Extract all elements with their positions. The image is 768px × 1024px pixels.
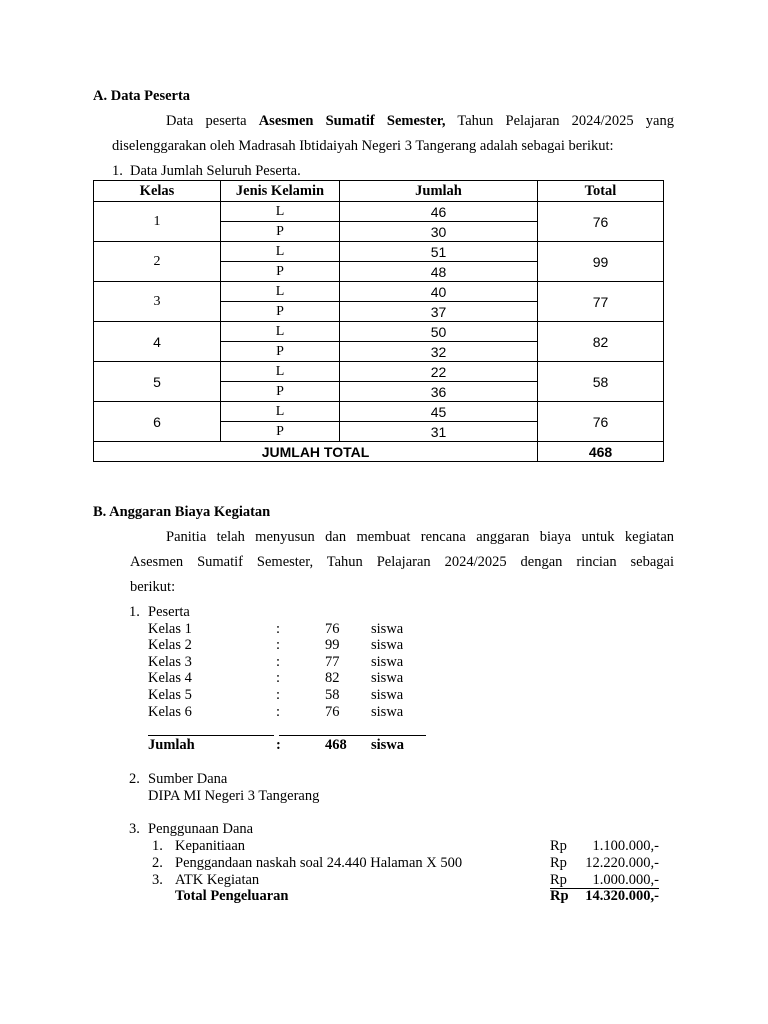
item-amount: 12.220.000,- <box>585 855 659 871</box>
gender-cell: P <box>221 382 340 402</box>
table-header-row <box>94 181 664 202</box>
column-header: Jenis Kelamin <box>221 181 340 202</box>
colon: : <box>276 621 281 637</box>
item-number: 2. <box>152 855 163 871</box>
item-number: 1. <box>152 838 163 854</box>
item-amount: 1.000.000,- <box>592 872 659 888</box>
kelas-cell: 3 <box>94 282 221 322</box>
peserta-value: 58 <box>325 687 340 703</box>
gender-cell: L <box>221 362 340 382</box>
peserta-title: Peserta <box>148 604 190 620</box>
gender-cell: P <box>221 302 340 322</box>
gender-cell: P <box>221 262 340 282</box>
peserta-label: Kelas 3 <box>148 654 192 670</box>
kelas-cell: 6 <box>94 402 221 442</box>
colon: : <box>276 670 281 686</box>
grand-total: 468 <box>538 442 664 462</box>
peserta-label: Kelas 4 <box>148 670 192 686</box>
peserta-label: Kelas 2 <box>148 637 192 653</box>
total-label: JUMLAH TOTAL <box>94 442 538 462</box>
table-row <box>94 362 664 382</box>
gender-cell: L <box>221 242 340 262</box>
count-cell: 51 <box>340 242 538 262</box>
count-cell: 46 <box>340 202 538 222</box>
kelas-cell: 4 <box>94 322 221 362</box>
colon: : <box>276 654 281 670</box>
kelas-cell: 5 <box>94 362 221 402</box>
paragraph-line: Asesmen Sumatif Semester, Tahun Pelajaran 2024/2025 dengan rincian sebagai <box>130 554 674 570</box>
paragraph-line: diselenggarakan oleh Madrasah Ibtidaiyah Negeri 3 Tangerang adalah sebagai berikut: <box>112 138 614 154</box>
table-row <box>94 202 664 222</box>
peserta-value: 77 <box>325 654 340 670</box>
count-cell: 22 <box>340 362 538 382</box>
peserta-value: 76 <box>325 704 340 720</box>
total-cell: 82 <box>538 322 664 362</box>
count-cell: 37 <box>340 302 538 322</box>
count-cell: 45 <box>340 402 538 422</box>
count-cell: 31 <box>340 422 538 442</box>
peserta-label: Kelas 6 <box>148 704 192 720</box>
count-cell: 40 <box>340 282 538 302</box>
peserta-label: Kelas 1 <box>148 621 192 637</box>
list-number: 1. <box>129 604 140 620</box>
list-label: Data Jumlah Seluruh Peserta. <box>130 163 301 179</box>
item-label: Penggandaan naskah soal 24.440 Halaman X 500 <box>175 855 463 871</box>
peserta-unit: siswa <box>371 637 404 653</box>
sum-rule <box>279 735 426 736</box>
total-cell: 76 <box>538 202 664 242</box>
table-total-row <box>94 442 664 462</box>
table-row <box>94 282 664 302</box>
item-label: ATK Kegiatan <box>175 872 260 888</box>
section-b-paragraph <box>130 525 674 600</box>
peserta-value: 82 <box>325 670 340 686</box>
table-row <box>94 322 664 342</box>
section-b-heading: B. Anggaran Biaya Kegiatan <box>93 504 271 520</box>
total-cell: 77 <box>538 282 664 322</box>
gender-cell: P <box>221 222 340 242</box>
jumlah-value: 468 <box>325 737 347 753</box>
column-header: Kelas <box>94 181 221 202</box>
colon: : <box>276 687 281 703</box>
total-cell: 99 <box>538 242 664 282</box>
peserta-unit: siswa <box>371 654 404 670</box>
peserta-label: Kelas 5 <box>148 687 192 703</box>
currency: Rp <box>550 872 567 888</box>
paragraph-line: berikut: <box>130 579 176 595</box>
participant-table <box>93 180 664 462</box>
list-number: 3. <box>129 821 140 837</box>
item-label: Kepanitiaan <box>175 838 246 854</box>
count-cell: 48 <box>340 262 538 282</box>
peserta-value: 76 <box>325 621 340 637</box>
currency: Rp <box>550 838 567 854</box>
gender-cell: P <box>221 342 340 362</box>
peserta-unit: siswa <box>371 621 404 637</box>
currency: Rp <box>550 888 569 904</box>
item-amount: 1.100.000,- <box>592 838 659 854</box>
colon: : <box>276 637 281 653</box>
section-a-paragraph <box>130 109 674 134</box>
colon: : <box>276 737 281 753</box>
total-label: Total Pengeluaran <box>175 888 289 904</box>
colon: : <box>276 704 281 720</box>
list-number: 1. <box>112 163 123 179</box>
currency: Rp <box>550 855 567 871</box>
sumber-title: Sumber Dana <box>148 771 228 787</box>
column-header: Total <box>538 181 664 202</box>
column-header: Jumlah <box>340 181 538 202</box>
count-cell: 32 <box>340 342 538 362</box>
section-a-heading: A. Data Peserta <box>93 88 191 104</box>
list-number: 2. <box>129 771 140 787</box>
sumber-value: DIPA MI Negeri 3 Tangerang <box>148 788 320 804</box>
peserta-unit: siswa <box>371 670 404 686</box>
total-cell: 76 <box>538 402 664 442</box>
gender-cell: L <box>221 282 340 302</box>
count-cell: 30 <box>340 222 538 242</box>
kelas-cell: 2 <box>94 242 221 282</box>
gender-cell: L <box>221 322 340 342</box>
peserta-unit: siswa <box>371 704 404 720</box>
sum-rule <box>148 735 274 736</box>
paragraph-line: Panitia telah menyusun dan membuat rencana anggaran biaya untuk kegiatan <box>166 529 674 545</box>
item-number: 3. <box>152 872 163 888</box>
kelas-cell: 1 <box>94 202 221 242</box>
gender-cell: P <box>221 422 340 442</box>
count-cell: 50 <box>340 322 538 342</box>
table-row <box>94 402 664 422</box>
peserta-unit: siswa <box>371 687 404 703</box>
jumlah-label: Jumlah <box>148 737 195 753</box>
total-cell: 58 <box>538 362 664 402</box>
jumlah-unit: siswa <box>371 737 405 753</box>
penggunaan-title: Penggunaan Dana <box>148 821 254 837</box>
count-cell: 36 <box>340 382 538 402</box>
peserta-value: 99 <box>325 637 340 653</box>
table-row <box>94 242 664 262</box>
gender-cell: L <box>221 402 340 422</box>
paragraph-line: Data peserta Asesmen Sumatif Semester, Tahun Pelajaran 2024/2025 yang <box>166 113 674 129</box>
total-amount: 14.320.000,- <box>585 888 659 904</box>
gender-cell: L <box>221 202 340 222</box>
